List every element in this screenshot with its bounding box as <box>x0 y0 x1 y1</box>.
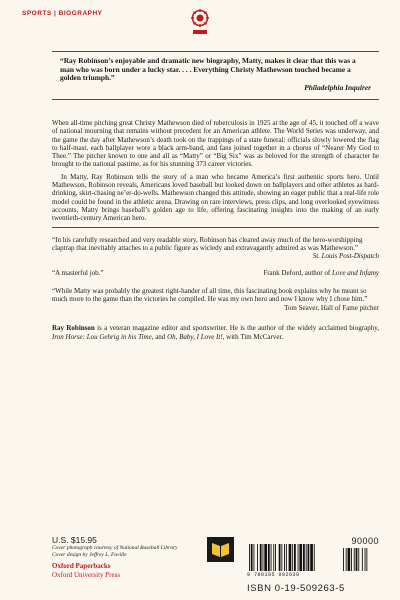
main-content <box>52 51 379 341</box>
review-2-source <box>263 269 379 277</box>
barcode-area <box>247 538 379 600</box>
review-2 <box>52 269 379 277</box>
author-book-2: Oh, Baby, I Love It! <box>167 332 223 341</box>
review-1-source: St. Louis Post-Dispatch <box>312 252 379 261</box>
review-2-text: “A masterful job.” <box>52 268 104 277</box>
publisher <box>52 562 202 580</box>
review-1-text: “In his carefully researched and very readable story, Robinson has cleared away much of the hero-worshipping claptrap that inevitably attaches to a public figure as wicledy and extravagantly admired as was Mathewson.” <box>52 235 363 253</box>
publisher-name: Oxford University Press <box>52 570 121 579</box>
barcode-digits: 9 780195 092639 <box>247 572 300 578</box>
author-bio <box>52 324 379 341</box>
barcode-icon <box>247 538 379 572</box>
author-bio-text-a: is a veteran magazine editor and sportswriter. He is the author of the widely acclaimed biography, <box>94 324 379 333</box>
review-3-source: Tom Seaver, Hall of Fame pitcher <box>284 303 379 312</box>
author-name: Ray Robinson <box>52 324 95 333</box>
lead-quote-box <box>52 51 379 100</box>
oxford-crest-icon <box>191 9 209 39</box>
review-2-source-book: Love and Infamy <box>331 268 379 277</box>
review-3-text: “While Matty was probably the greatest right-hander of all time, this fascinating book explains why he meant so much more to the game than the victories he compiled. He was my own hero and now I know why I chose him.” <box>52 287 368 304</box>
author-book-1: Iron Horse: Lou Gehrig in his Time <box>52 332 152 341</box>
design-credit: Cover design by Jeffrey L. Faville <box>52 551 127 558</box>
section-divider <box>52 227 379 228</box>
description-paragraph-1: When all-time pitching great Christy Mathewson died of tuberculosis in 1925 at the age of 45, it touched off a wave of national mourning that remains without precedent for an American athlete. The World Series was underway, and the game the day after Mathewson’s death took on the trappings of a state funeral: officials slowly lowered the flag to half-mast, each ballplayer wore a black arm-band, and fans joined together in a chorus of “Nearer My God to Thee.” The pitcher known to one and all as “Matty” or “Big Six” was as beloved for the strength of character he brought to the national pastime, as for his stunning 373 career victories. <box>52 118 379 169</box>
footer-info <box>52 535 202 580</box>
lead-quote-source: Philadelphia Inquirer <box>304 82 371 92</box>
author-bio-text-c: , with Tim McCarver. <box>222 332 284 341</box>
description <box>52 119 379 223</box>
review-3 <box>52 287 379 312</box>
oxford-paperbacks-logo-icon <box>207 537 234 562</box>
review-2-source-name: Frank Deford, author of <box>263 268 331 277</box>
lead-quote-text: “Ray Robinson’s enjoyable and dramatic new biography, Matty, makes it clear that this was a man who was born under a lucky star. . . . Everything Christy Mathewson touched became a golden triumph.” <box>60 56 356 83</box>
category-label: SPORTS | BIOGRAPHY <box>22 10 103 17</box>
isbn: ISBN 0-19-509263-5 <box>247 583 345 594</box>
price: U.S. $15.95 <box>52 535 97 545</box>
description-paragraph-2: In Matty, Ray Robinson tells the story of a man who became America’s first authentic sports hero. Until Mathewson, Robinson reveals, Americans loved baseball but looked down on ballplayers and other athletes as hard-drinking, skirt-chasing ne’er-do-wells. Mathewson changed this attitude, showing an eager public that a real-life role model could be found in the athletic arena. Drawing on rare interviews, press clips, and long overlooked eyewitness accounts, Matty brings baseball’s golden age to life, offering fascinating insights into the making of an early twentieth-century American hero. <box>52 172 380 223</box>
author-bio-text-b: , and <box>151 332 168 341</box>
review-1 <box>52 236 379 261</box>
photo-credit: Cover photograph courtesy of National Baseball Library <box>52 545 178 551</box>
publisher-imprint: Oxford Paperbacks <box>52 562 111 571</box>
barcode-price-code: 90000 <box>351 536 379 546</box>
